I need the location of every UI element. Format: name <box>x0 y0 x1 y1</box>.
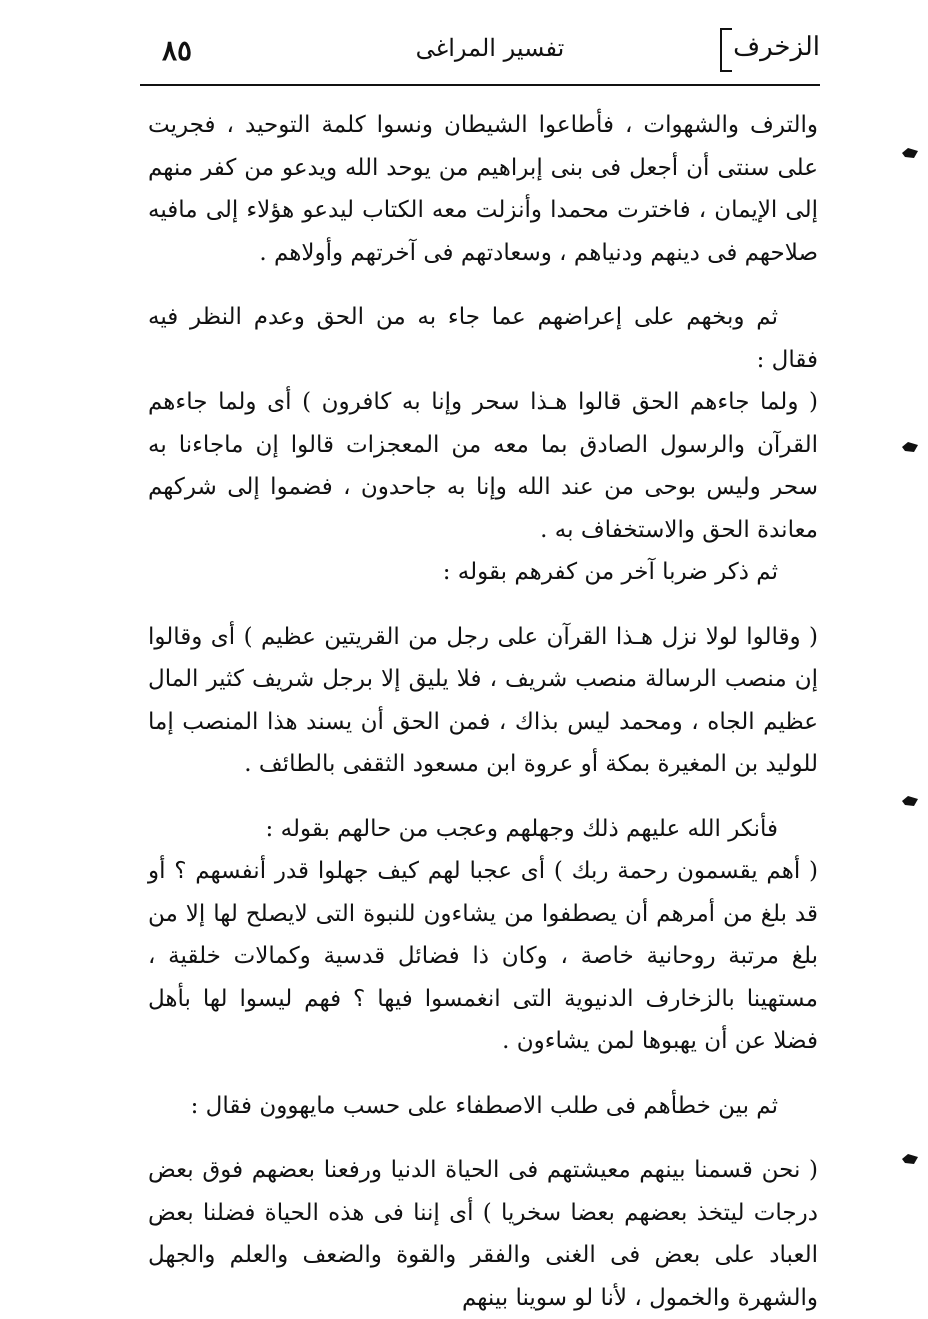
paragraph: ثم بين خطأهم فى طلب الاصطفاء على حسب مايهوون فقال : <box>190 1092 778 1119</box>
surah-name: الزخرف <box>733 32 820 62</box>
margin-binding-mark <box>900 146 920 160</box>
header-bracket <box>720 28 732 72</box>
page-number: ٨٥ <box>162 34 193 67</box>
book-title: تفسير المراغى <box>415 34 565 62</box>
paragraph: ثم وبخهم على إعراضهم عما جاء به من الحق وعدم النظر فيه فقال : <box>148 304 818 373</box>
margin-binding-mark <box>900 794 920 808</box>
page-header <box>140 28 820 78</box>
paragraph: ثم ذكر ضربا آخر من كفرهم بقوله : <box>442 559 778 585</box>
margin-binding-mark <box>900 1152 920 1166</box>
paragraph: ( ولما جاءهم الحق قالوا هـذا سحر وإنا به كافرون ) أى ولما جاءهم القرآن والرسول الصادق بما معه من المعجزات قالوا إن ماجاءنا به سحر وليس بوحى من عند الله وإنا به جاحدون ، فضموا إلى شركهم معاندة الحق والاستخفاف به . <box>148 389 818 543</box>
paragraph: ( نحن قسمنا بينهم معيشتهم فى الحياة الدنيا ورفعنا بعضهم فوق بعض درجات ليتخذ بعضهم بعضا سخريا ) أى إننا فى هذه الحياة فضلنا بعض العباد على بعض فى الغنى والفقر والقوة والضعف والعلم والجهل والشهرة والخمول ، لأنا لو سوينا بينهم <box>148 1157 818 1311</box>
paragraph: ( أهم يقسمون رحمة ربك ) أى عجبا لهم كيف جهلوا قدر أنفسهم ؟ أو قد بلغ من أمرهم أن يصطفوا من يشاءون للنبوة التى لايصلح لها إلا من بلغ مرتبة روحانية خاصة ، وكان ذا فضائل قدسية وكمالات خلقية ، مستهينا بالزخارف الدنيوية التى انغمسوا فيها ؟ فهم ليسوا لها بأهل فضلا عن أن يهبوها لمن يشاءون . <box>148 858 818 1054</box>
header-rule <box>140 84 820 86</box>
paragraph: ( وقالوا لولا نزل هـذا القرآن على رجل من القريتين عظيم ) أى وقالوا إن منصب الرسالة منصب شريف ، فلا يليق إلا برجل شريف كثير المال عظيم الجاه ، ومحمد ليس بذاك ، فمن الحق أن يسند هذا المنصب إما للوليد بن المغيرة بمكة أو عروة ابن مسعود الثقفى بالطائف . <box>148 623 818 777</box>
page-body <box>148 104 818 1319</box>
paragraph: فأنكر الله عليهم ذلك وجهلهم وعجب من حالهم بقوله : <box>265 815 778 842</box>
margin-binding-mark <box>900 440 920 454</box>
paragraph: والترف والشهوات ، فأطاعوا الشيطان ونسوا كلمة التوحيد ، فجريت على سنتى أن أجعل فى بنى إبراهيم من يوحد الله ويدعو من كفر منهم إلى الإيمان ، فاخترت محمدا وأنزلت معه الكتاب ليدعو هؤلاء إلى مافيه صلاحهم فى دينهم ودنياهم ، وسعادتهم فى آخرتهم وأولاهم . <box>148 112 818 266</box>
